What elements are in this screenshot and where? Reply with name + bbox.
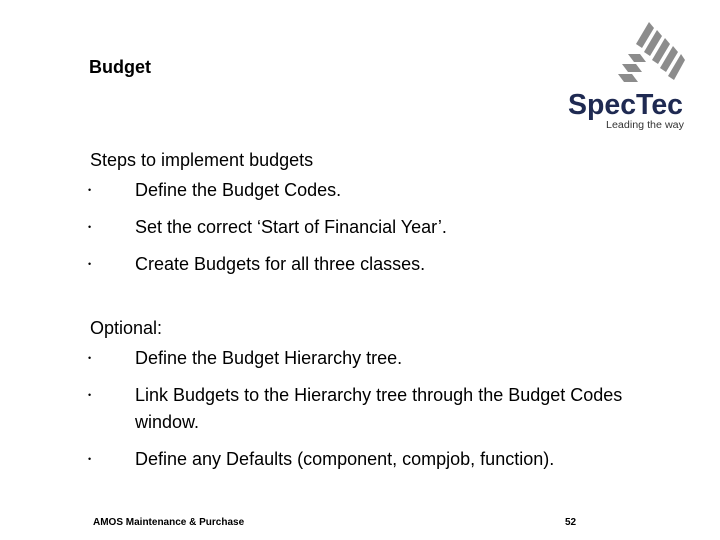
logo-tagline-text: Leading the way [606,120,684,131]
list-item-text: Define the Budget Hierarchy tree. [135,348,403,368]
list-item-text: Link Budgets to the Hierarchy tree through the Budget Codes window. [135,385,623,432]
list-item-text: Define the Budget Codes. [135,180,342,200]
bullet-icon: • [88,390,92,400]
optional-heading: Optional: [90,318,163,338]
list-item [88,177,648,214]
page-number: 52 [565,517,577,528]
list-item [88,382,648,446]
list-item-text: Define any Defaults (component, compjob, function). [135,449,555,469]
spectec-logo [566,14,690,138]
bullet-icon: • [88,222,92,232]
footer-title: AMOS Maintenance & Purchase [93,517,245,528]
list-item [88,345,648,382]
bullet-icon: • [88,353,92,363]
bullet-icon: • [88,185,92,195]
list-item [88,251,648,278]
steps-list [88,177,648,278]
logo-brand-text: SpecTec [568,89,683,121]
bullet-icon: • [88,259,92,269]
bullet-icon: • [88,454,92,464]
slide-title: Budget [89,57,151,77]
steps-heading: Steps to implement budgets [90,150,314,170]
logo-stripes-icon [618,22,685,82]
list-item-text: Create Budgets for all three classes. [135,254,426,274]
optional-list [88,345,648,473]
list-item [88,214,648,251]
list-item-text: Set the correct ‘Start of Financial Year’. [135,217,447,237]
list-item [88,446,648,473]
